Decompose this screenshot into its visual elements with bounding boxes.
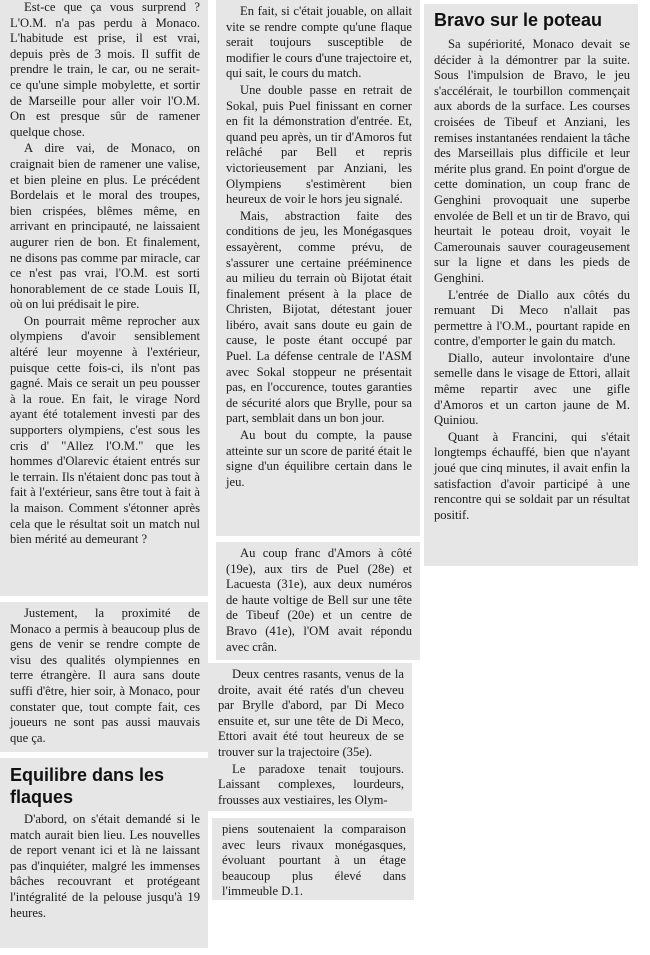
paragraph: Sa supériorité, Monaco devait se décider à la démontrer par la suite. Sous l'impulsion de Bravo, le jeu s'accélérait, le tourbillon commençait aux abords de la surface. Les courses croisées de Tibeuf et Anziani, les remises instantanées rendaient la tâche des Marseillais plus difficile et leur mérite plus grand. En point d'orgue de cette domination, un coup franc de Genghini provoquait une superbe envolée de Bell et un tir de Bravo, qui heurtait le poteau droit, voyait le Camerounais sauver courageusement sur la ligne et dans les pieds de Genghini.: [434, 37, 630, 285]
article-clip-col2-second: [216, 542, 420, 660]
article-clip-col1-middle: [0, 602, 208, 752]
article-clip-col1-top: [0, 0, 208, 596]
article-clip-col2-bottom: [212, 818, 414, 900]
paragraph: Diallo, auteur involontaire d'une semelle dans le visage de Ettori, allait même repartir avec une gifle d'Amoros et un carton jaune de M. Quiniou.: [434, 350, 630, 428]
paragraph: A dire vai, de Monaco, on craignait bien de ramener une valise, et bien pleine en plus. Le précédent Bordelais et le moral des troupes, bien crispées, blêmes même, en arrivant en principauté, ne laissaient augurer rien de bon. Et finalement, ne disons pas comme par miracle, car ce n'est pas vrai, l'O.M. est sorti honorablement de ce stade Louis II, où on lui prédisait le pire.: [10, 141, 200, 312]
paragraph: piens soutenaient la comparaison avec leurs rivaux monégasques, évoluant pourtant à un étage beaucoup plus élevé dans l'immeuble D.1.: [222, 822, 406, 899]
paragraph: Au bout du compte, la pause atteinte sur un score de parité était le signe d'un équilibre certain dans le jeu.: [226, 428, 412, 489]
paragraph: Mais, abstraction faite des conditions de jeu, les Monégasques essayèrent, comme prévu, de s'assurer une certaine prééminence au milieu du terrain où Bijotat était finalement présent à la place de Christen, Bijotat, détestant jouer libéro, avait sans doute eu gain de cause, le poste étant occupé par Puel. La défense centrale de l'ASM avec Sokal stoppeur ne présentait pas, en l'occurence, toutes garanties de sécurité alors que Brylle, pour sa part, semblait dans un bon jour.: [226, 208, 412, 426]
article-clip-col2-third: [208, 663, 412, 811]
paragraph: En fait, si c'était jouable, on allait vite se rendre compte qu'une flaque serait toujours susceptible de modifier le cours d'une trajectoire et, qui sait, le cours du match.: [226, 4, 412, 81]
paragraph: Une double passe en retrait de Sokal, puis Puel finissant en corner en fit la démonstration d'entrée. Et, quand peu après, un tir d'Amoros fut relâché par Bell et repris victorieusement par Anziani, les Olympiens s'estimèrent bien heureux de voir le hors jeu signalé.: [226, 82, 412, 207]
paragraph: On pourrait même reprocher aux olympiens d'avoir sensiblement altéré leur moyenne à l'extérieur, puisque cette fois-ci, ils n'ont pas gagné. Mais ce serait un peu pousser à la roue. En fait, le virage Nord ayant été totalement investi par des supporters olympiens, c'est sous les cris d' "Allez l'O.M." que les hommes d'Olarevic étaient entrés sur le terrain. Ils n'étaient donc pas tout à fait à l'extérieur, sans être tout à fait à la maison. Comment s'étonner après cela que le résultat soit un match nul bien mérité au demeurant ?: [10, 313, 200, 547]
paragraph: Est-ce que ça vous surprend ? L'O.M. n'a pas perdu à Monaco. L'habitude est prise, il est vrai, depuis près de 3 mois. Il suffit de prendre le train, le car, ou ne serait-ce qu'une simple mobylette, et sortir de Marseille pour aller voir l'O.M. On est presque sûr de ramener quelque chose.: [10, 0, 200, 139]
paragraph: D'abord, on s'était demandé si le match aurait bien lieu. Les nouvelles de report venant ici et là ne laissant pas d'inquiéter, malgré les immenses bâches recouvrant et protégeant l'intégralité de la pelouse jusqu'à 19 heures.: [10, 812, 200, 920]
section-headline: Equilibre dans les flaques: [10, 765, 165, 807]
paragraph: Au coup franc d'Amors à côté (19e), aux tirs de Puel (28e) et Lacuesta (31e), aux deux numéros de haute voltige de Bell sur une tête de Tibeuf (20e) et un centre de Bravo (41e), l'OM avait répondu avec crân.: [226, 546, 412, 654]
paragraph: Le paradoxe tenait toujours. Laissant complexes, lourdeurs, frousses aux vestiaires, les Olym-: [218, 761, 404, 807]
paragraph: Deux centres rasants, venus de la droite, avait été ratés d'un cheveu par Brylle d'abord, par Di Meco ensuite et, sur une tête de Di Meco, Ettori avait été tout heureux de se trouver sur la trajectoire (35e).: [218, 667, 404, 759]
paragraph: L'entrée de Diallo aux côtés du remuant Di Meco n'allait pas permettre à l'O.M., pourtant rapide en contre, d'emporter le gain du match.: [434, 287, 630, 349]
section-headline: Bravo sur le poteau: [434, 10, 603, 30]
paragraph: Quant à Francini, qui s'était longtemps échauffé, bien que n'ayant joué que cinq minutes, il avait enfin la satisfaction d'avoir participé à une rencontre qui se soldait par un résultat positif.: [434, 429, 630, 522]
paragraph: Justement, la proximité de Monaco a permis à beaucoup plus de gens de venir se rendre compte de visu des qualités olympiennes en terre étrangère. Il aura sans doute suffi d'être, hier soir, à Monaco, pour constater que, tout compte fait, ces joueurs ne sont pas aussi mauvais que ça.: [10, 606, 200, 745]
article-clip-col2-top: [216, 0, 420, 536]
article-clip-col3: [424, 4, 638, 566]
article-clip-col1-bottom: [0, 758, 208, 948]
